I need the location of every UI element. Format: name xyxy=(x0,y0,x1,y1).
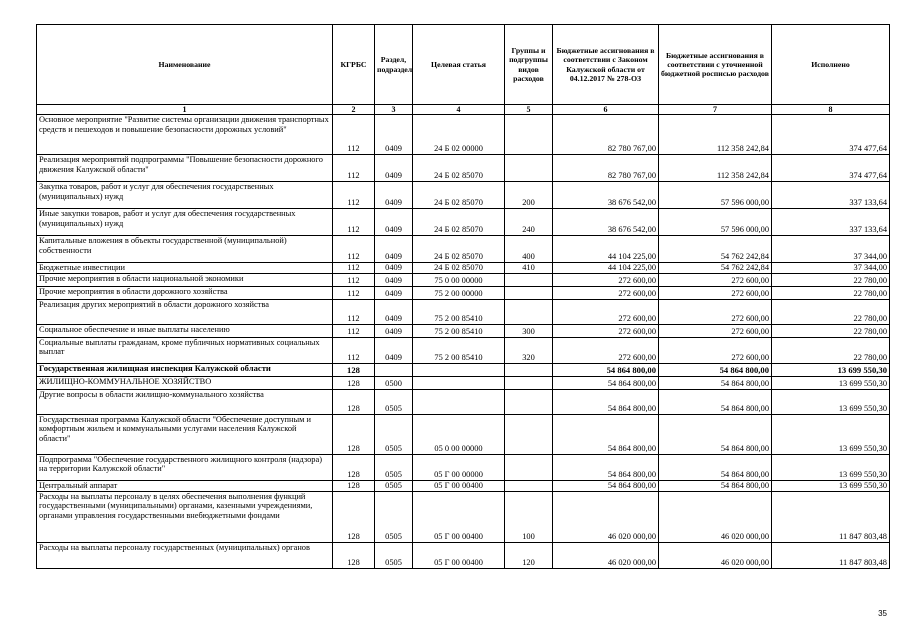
cell-kgrbs: 128 xyxy=(333,376,375,389)
cell-group: 120 xyxy=(505,542,553,568)
table-row xyxy=(37,263,890,274)
cell-name: Прочие мероприятия в области дорожного хозяйства xyxy=(37,286,333,299)
header-refined: Бюджетные ассигнования в соответствии с уточненной бюджетной росписью расходов xyxy=(659,25,772,105)
cell-law: 54 864 800,00 xyxy=(553,376,659,389)
cell-target: 24 Б 02 85070 xyxy=(413,182,505,209)
cell-name: Бюджетные инвестиции xyxy=(37,263,333,274)
cell-law: 54 864 800,00 xyxy=(553,389,659,414)
header-kgrbs: КГРБС xyxy=(333,25,375,105)
cell-law: 44 104 225,00 xyxy=(553,236,659,263)
cell-kgrbs: 112 xyxy=(333,324,375,337)
header-section: Раздел, подраздел xyxy=(375,25,413,105)
cell-executed: 337 133,64 xyxy=(772,182,890,209)
cell-refined: 112 358 242,84 xyxy=(659,155,772,182)
table-row xyxy=(37,414,890,454)
cell-section: 0505 xyxy=(375,480,413,491)
table-row xyxy=(37,273,890,286)
cell-kgrbs: 128 xyxy=(333,414,375,454)
cell-executed: 37 344,00 xyxy=(772,263,890,274)
cell-refined: 272 600,00 xyxy=(659,273,772,286)
col-number: 4 xyxy=(413,105,505,115)
cell-refined: 272 600,00 xyxy=(659,337,772,363)
cell-group xyxy=(505,363,553,376)
cell-name: Прочие мероприятия в области национальной экономики xyxy=(37,273,333,286)
cell-name: Подпрограмма "Обеспечение государственного жилищного контроля (надзора) на территории Калужской области" xyxy=(37,454,333,480)
cell-executed: 22 780,00 xyxy=(772,273,890,286)
cell-group xyxy=(505,155,553,182)
cell-name: Государственная программа Калужской области "Обеспечение доступным и комфортным жильем и коммунальными услугами населения Калужской области" xyxy=(37,414,333,454)
col-number: 7 xyxy=(659,105,772,115)
cell-target: 05 Г 00 00000 xyxy=(413,454,505,480)
cell-refined: 112 358 242,84 xyxy=(659,115,772,155)
cell-executed: 13 699 550,30 xyxy=(772,414,890,454)
cell-kgrbs: 128 xyxy=(333,480,375,491)
cell-law: 272 600,00 xyxy=(553,286,659,299)
table-row xyxy=(37,542,890,568)
table-row xyxy=(37,491,890,542)
header-name: Наименование xyxy=(37,25,333,105)
header-row xyxy=(37,25,890,105)
cell-group: 410 xyxy=(505,263,553,274)
cell-section: 0505 xyxy=(375,389,413,414)
cell-section: 0409 xyxy=(375,299,413,324)
cell-refined: 46 020 000,00 xyxy=(659,491,772,542)
cell-group xyxy=(505,389,553,414)
column-number-row xyxy=(37,105,890,115)
cell-kgrbs: 128 xyxy=(333,389,375,414)
cell-target: 75 0 00 00000 xyxy=(413,273,505,286)
cell-kgrbs: 112 xyxy=(333,337,375,363)
cell-law: 38 676 542,00 xyxy=(553,182,659,209)
header-target: Целевая статья xyxy=(413,25,505,105)
cell-name: Социальные выплаты гражданам, кроме публичных нормативных социальных выплат xyxy=(37,337,333,363)
cell-law: 272 600,00 xyxy=(553,299,659,324)
budget-table xyxy=(36,24,890,569)
cell-refined: 272 600,00 xyxy=(659,299,772,324)
table-row xyxy=(37,363,890,376)
cell-executed: 337 133,64 xyxy=(772,209,890,236)
cell-refined: 54 762 242,84 xyxy=(659,263,772,274)
cell-executed: 374 477,64 xyxy=(772,115,890,155)
cell-name: Расходы на выплаты персоналу в целях обеспечения выполнения функций государственными (муниципальными) органами, казенными учреждениями, органами управления государственными внебюджетными фондами xyxy=(37,491,333,542)
cell-refined: 272 600,00 xyxy=(659,286,772,299)
table-row xyxy=(37,480,890,491)
table-row xyxy=(37,286,890,299)
col-number: 1 xyxy=(37,105,333,115)
cell-name: Расходы на выплаты персоналу государственных (муниципальных) органов xyxy=(37,542,333,568)
cell-refined: 272 600,00 xyxy=(659,324,772,337)
cell-law: 82 780 767,00 xyxy=(553,115,659,155)
cell-name: Реализация мероприятий подпрограммы "Повышение безопасности дорожного движения Калужской области" xyxy=(37,155,333,182)
header-group: Группы и подгруппы видов расходов xyxy=(505,25,553,105)
cell-executed: 13 699 550,30 xyxy=(772,480,890,491)
cell-group xyxy=(505,273,553,286)
cell-group xyxy=(505,299,553,324)
cell-law: 54 864 800,00 xyxy=(553,480,659,491)
cell-executed: 11 847 803,48 xyxy=(772,542,890,568)
cell-executed: 22 780,00 xyxy=(772,324,890,337)
cell-executed: 37 344,00 xyxy=(772,236,890,263)
cell-law: 82 780 767,00 xyxy=(553,155,659,182)
cell-law: 38 676 542,00 xyxy=(553,209,659,236)
cell-target: 05 0 00 00000 xyxy=(413,414,505,454)
cell-target: 05 Г 00 00400 xyxy=(413,480,505,491)
cell-executed: 13 699 550,30 xyxy=(772,454,890,480)
cell-target: 24 Б 02 85070 xyxy=(413,236,505,263)
cell-name: Закупка товаров, работ и услуг для обеспечения государственных (муниципальных) нужд xyxy=(37,182,333,209)
cell-group xyxy=(505,480,553,491)
cell-name: ЖИЛИЩНО-КОММУНАЛЬНОЕ ХОЗЯЙСТВО xyxy=(37,376,333,389)
cell-law: 44 104 225,00 xyxy=(553,263,659,274)
cell-group: 100 xyxy=(505,491,553,542)
cell-target xyxy=(413,389,505,414)
cell-section: 0505 xyxy=(375,414,413,454)
cell-refined: 54 864 800,00 xyxy=(659,363,772,376)
table-row xyxy=(37,376,890,389)
cell-law: 54 864 800,00 xyxy=(553,414,659,454)
cell-kgrbs: 112 xyxy=(333,155,375,182)
table-row xyxy=(37,389,890,414)
cell-law: 54 864 800,00 xyxy=(553,454,659,480)
cell-group xyxy=(505,115,553,155)
cell-section: 0409 xyxy=(375,155,413,182)
cell-target xyxy=(413,363,505,376)
cell-kgrbs: 128 xyxy=(333,542,375,568)
cell-name: Иные закупки товаров, работ и услуг для обеспечения государственных (муниципальных) нужд xyxy=(37,209,333,236)
col-number: 5 xyxy=(505,105,553,115)
cell-name: Другие вопросы в области жилищно-коммунального хозяйства xyxy=(37,389,333,414)
cell-kgrbs: 112 xyxy=(333,115,375,155)
cell-refined: 54 864 800,00 xyxy=(659,376,772,389)
cell-target: 24 Б 02 85070 xyxy=(413,209,505,236)
cell-target xyxy=(413,376,505,389)
cell-refined: 54 762 242,84 xyxy=(659,236,772,263)
cell-target: 75 2 00 85410 xyxy=(413,324,505,337)
table-row xyxy=(37,155,890,182)
cell-group xyxy=(505,376,553,389)
cell-target: 75 2 00 85410 xyxy=(413,299,505,324)
cell-executed: 22 780,00 xyxy=(772,286,890,299)
cell-section: 0409 xyxy=(375,236,413,263)
cell-refined: 54 864 800,00 xyxy=(659,454,772,480)
cell-group: 200 xyxy=(505,182,553,209)
cell-executed: 13 699 550,30 xyxy=(772,376,890,389)
col-number: 2 xyxy=(333,105,375,115)
cell-target: 24 Б 02 85070 xyxy=(413,263,505,274)
cell-group xyxy=(505,454,553,480)
cell-law: 46 020 000,00 xyxy=(553,491,659,542)
cell-group: 300 xyxy=(505,324,553,337)
cell-refined: 54 864 800,00 xyxy=(659,414,772,454)
page-number: 35 xyxy=(878,609,887,618)
cell-group: 320 xyxy=(505,337,553,363)
cell-name: Основное мероприятие "Развитие системы организации движения транспортных средств и пешеходов и повышение безопасности дорожных условий" xyxy=(37,115,333,155)
cell-refined: 57 596 000,00 xyxy=(659,182,772,209)
cell-law: 272 600,00 xyxy=(553,324,659,337)
cell-group: 400 xyxy=(505,236,553,263)
table-row xyxy=(37,299,890,324)
cell-target: 75 2 00 00000 xyxy=(413,286,505,299)
table-row xyxy=(37,236,890,263)
cell-section: 0505 xyxy=(375,454,413,480)
cell-executed: 374 477,64 xyxy=(772,155,890,182)
col-number: 6 xyxy=(553,105,659,115)
cell-refined: 54 864 800,00 xyxy=(659,480,772,491)
cell-name: Государственная жилищная инспекция Калужской области xyxy=(37,363,333,376)
cell-section: 0409 xyxy=(375,286,413,299)
table-row xyxy=(37,454,890,480)
cell-target: 75 2 00 85410 xyxy=(413,337,505,363)
cell-group xyxy=(505,286,553,299)
cell-group: 240 xyxy=(505,209,553,236)
cell-law: 272 600,00 xyxy=(553,337,659,363)
cell-law: 272 600,00 xyxy=(553,273,659,286)
cell-name: Центральный аппарат xyxy=(37,480,333,491)
table-row xyxy=(37,337,890,363)
header-law: Бюджетные ассигнования в соответствии с Законом Калужской области от 04.12.2017 № 278-ОЗ xyxy=(553,25,659,105)
cell-executed: 22 780,00 xyxy=(772,299,890,324)
table-row xyxy=(37,115,890,155)
col-number: 8 xyxy=(772,105,890,115)
cell-executed: 11 847 803,48 xyxy=(772,491,890,542)
cell-kgrbs: 112 xyxy=(333,236,375,263)
cell-kgrbs: 112 xyxy=(333,273,375,286)
table-row xyxy=(37,182,890,209)
cell-executed: 13 699 550,30 xyxy=(772,389,890,414)
table-body xyxy=(37,115,890,569)
table-row xyxy=(37,324,890,337)
cell-section: 0409 xyxy=(375,263,413,274)
cell-name: Социальное обеспечение и иные выплаты населению xyxy=(37,324,333,337)
cell-section: 0409 xyxy=(375,337,413,363)
cell-section: 0505 xyxy=(375,542,413,568)
cell-section: 0409 xyxy=(375,273,413,286)
col-number: 3 xyxy=(375,105,413,115)
cell-law: 46 020 000,00 xyxy=(553,542,659,568)
cell-kgrbs: 112 xyxy=(333,209,375,236)
cell-name: Капитальные вложения в объекты государственной (муниципальной) собственности xyxy=(37,236,333,263)
cell-kgrbs: 112 xyxy=(333,263,375,274)
cell-kgrbs: 112 xyxy=(333,182,375,209)
cell-refined: 57 596 000,00 xyxy=(659,209,772,236)
cell-section: 0505 xyxy=(375,491,413,542)
cell-section: 0409 xyxy=(375,115,413,155)
cell-section: 0409 xyxy=(375,324,413,337)
cell-target: 24 Б 02 85070 xyxy=(413,155,505,182)
cell-refined: 46 020 000,00 xyxy=(659,542,772,568)
cell-kgrbs: 112 xyxy=(333,299,375,324)
cell-target: 24 Б 02 00000 xyxy=(413,115,505,155)
cell-target: 05 Г 00 00400 xyxy=(413,542,505,568)
header-executed: Исполнено xyxy=(772,25,890,105)
cell-executed: 13 699 550,30 xyxy=(772,363,890,376)
cell-group xyxy=(505,414,553,454)
cell-law: 54 864 800,00 xyxy=(553,363,659,376)
cell-refined: 54 864 800,00 xyxy=(659,389,772,414)
cell-name: Реализация других мероприятий в области дорожного хозяйства xyxy=(37,299,333,324)
cell-executed: 22 780,00 xyxy=(772,337,890,363)
cell-section: 0409 xyxy=(375,182,413,209)
cell-kgrbs: 128 xyxy=(333,491,375,542)
cell-kgrbs: 112 xyxy=(333,286,375,299)
cell-kgrbs: 128 xyxy=(333,363,375,376)
table-row xyxy=(37,209,890,236)
cell-section xyxy=(375,363,413,376)
cell-target: 05 Г 00 00400 xyxy=(413,491,505,542)
cell-section: 0500 xyxy=(375,376,413,389)
cell-section: 0409 xyxy=(375,209,413,236)
cell-kgrbs: 128 xyxy=(333,454,375,480)
